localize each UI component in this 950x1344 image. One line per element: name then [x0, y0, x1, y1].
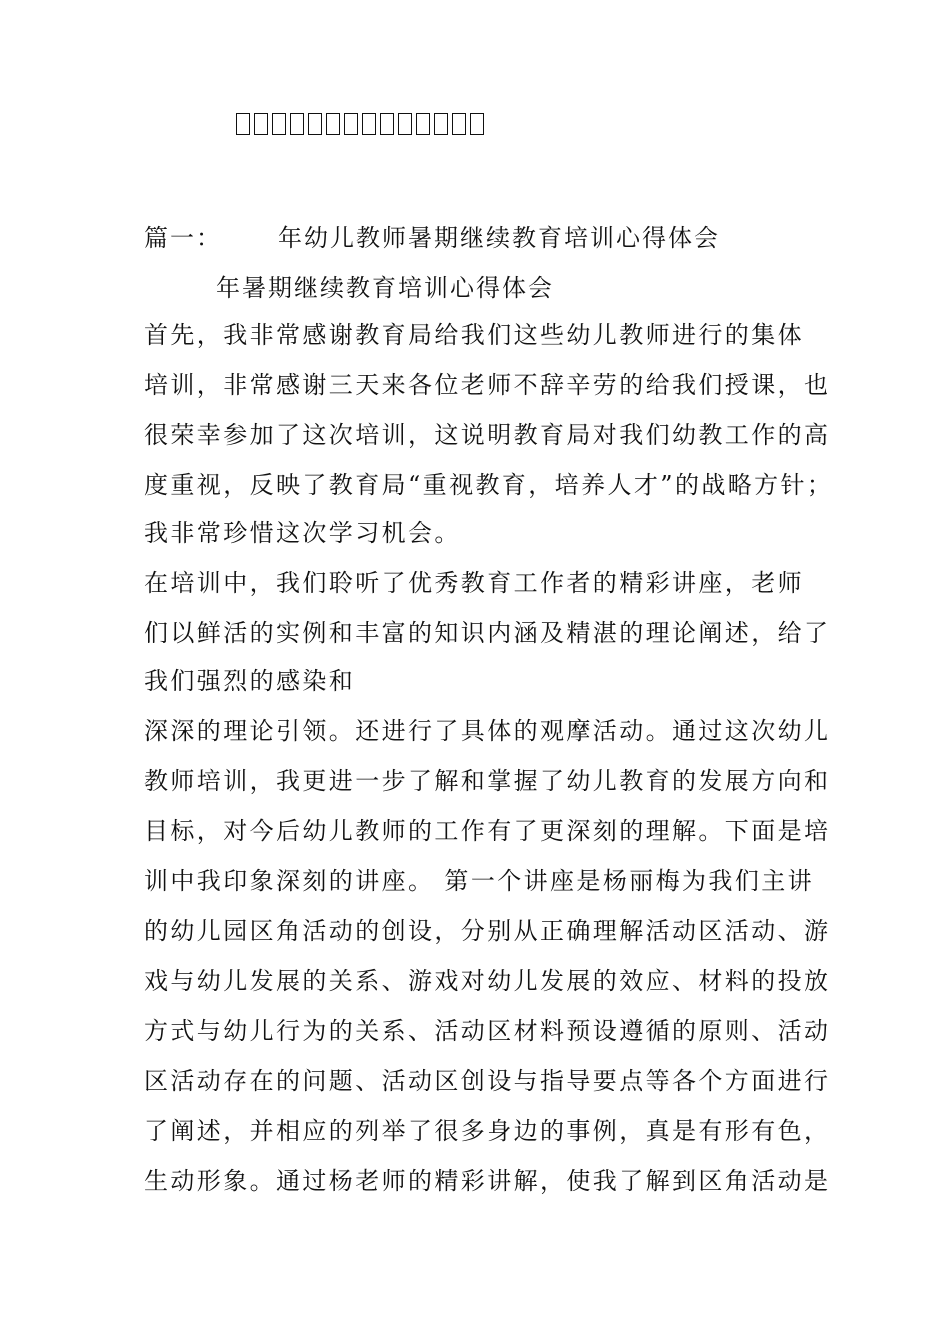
- body-line: 我非常珍惜这次学习机会。: [144, 519, 461, 547]
- section-label: 篇一：: [144, 224, 222, 252]
- body-line: 首先，我非常感谢教育局给我们这些幼儿教师进行的集体: [144, 321, 804, 349]
- body-line: 训中我印象深刻的讲座。 第一个讲座是杨丽梅为我们主讲: [144, 867, 815, 895]
- body-line: 深深的理论引领。还进行了具体的观摩活动。通过这次幼儿: [144, 717, 831, 745]
- body-line: 目标，对今后幼儿教师的工作有了更深刻的理解。下面是培: [144, 817, 831, 845]
- missing-glyph-box: [362, 113, 376, 135]
- document-subtitle: 年暑期继续教育培训心得体会: [216, 274, 554, 302]
- body-line: 的幼儿园区角活动的创设，分别从正确理解活动区活动、游: [144, 917, 831, 945]
- missing-glyph-box: [416, 113, 430, 135]
- missing-glyph-box: [254, 113, 268, 135]
- body-line: 很荣幸参加了这次培训，这说明教育局对我们幼教工作的高: [144, 421, 831, 449]
- body-line: 在培训中，我们聆听了优秀教育工作者的精彩讲座，老师: [144, 569, 804, 597]
- missing-glyph-box: [236, 113, 250, 135]
- missing-glyph-box: [398, 113, 412, 135]
- body-line: 们以鲜活的实例和丰富的知识内涵及精湛的理论阐述，给了: [144, 619, 831, 647]
- section-title: 年幼儿教师暑期继续教育培训心得体会: [278, 224, 720, 252]
- missing-glyph-box: [308, 113, 322, 135]
- body-line: 区活动存在的问题、活动区创设与指导要点等各个方面进行: [144, 1067, 831, 1095]
- body-line: 生动形象。通过杨老师的精彩讲解，使我了解到区角活动是: [144, 1167, 831, 1195]
- body-line: 度重视，反映了教育局“重视教育，培养人才”的战略方针；: [144, 471, 834, 499]
- missing-glyph-box: [290, 113, 304, 135]
- body-line: 戏与幼儿发展的关系、游戏对幼儿发展的效应、材料的投放: [144, 967, 831, 995]
- body-line: 方式与幼儿行为的关系、活动区材料预设遵循的原则、活动: [144, 1017, 831, 1045]
- missing-glyph-box: [434, 113, 448, 135]
- missing-glyph-box: [272, 113, 286, 135]
- missing-glyph-box: [344, 113, 358, 135]
- missing-glyph-box: [326, 113, 340, 135]
- missing-glyph-box: [380, 113, 394, 135]
- body-line: 我们强烈的感染和: [144, 667, 356, 695]
- missing-glyph-box: [470, 113, 484, 135]
- body-line: 了阐述，并相应的列举了很多身边的事例，真是有形有色，: [144, 1117, 831, 1145]
- document-title-placeholder-glyphs: [236, 108, 488, 138]
- missing-glyph-box: [452, 113, 466, 135]
- body-line: 教师培训，我更进一步了解和掌握了幼儿教育的发展方向和: [144, 767, 831, 795]
- body-line: 培训，非常感谢三天来各位老师不辞辛劳的给我们授课，也: [144, 371, 831, 399]
